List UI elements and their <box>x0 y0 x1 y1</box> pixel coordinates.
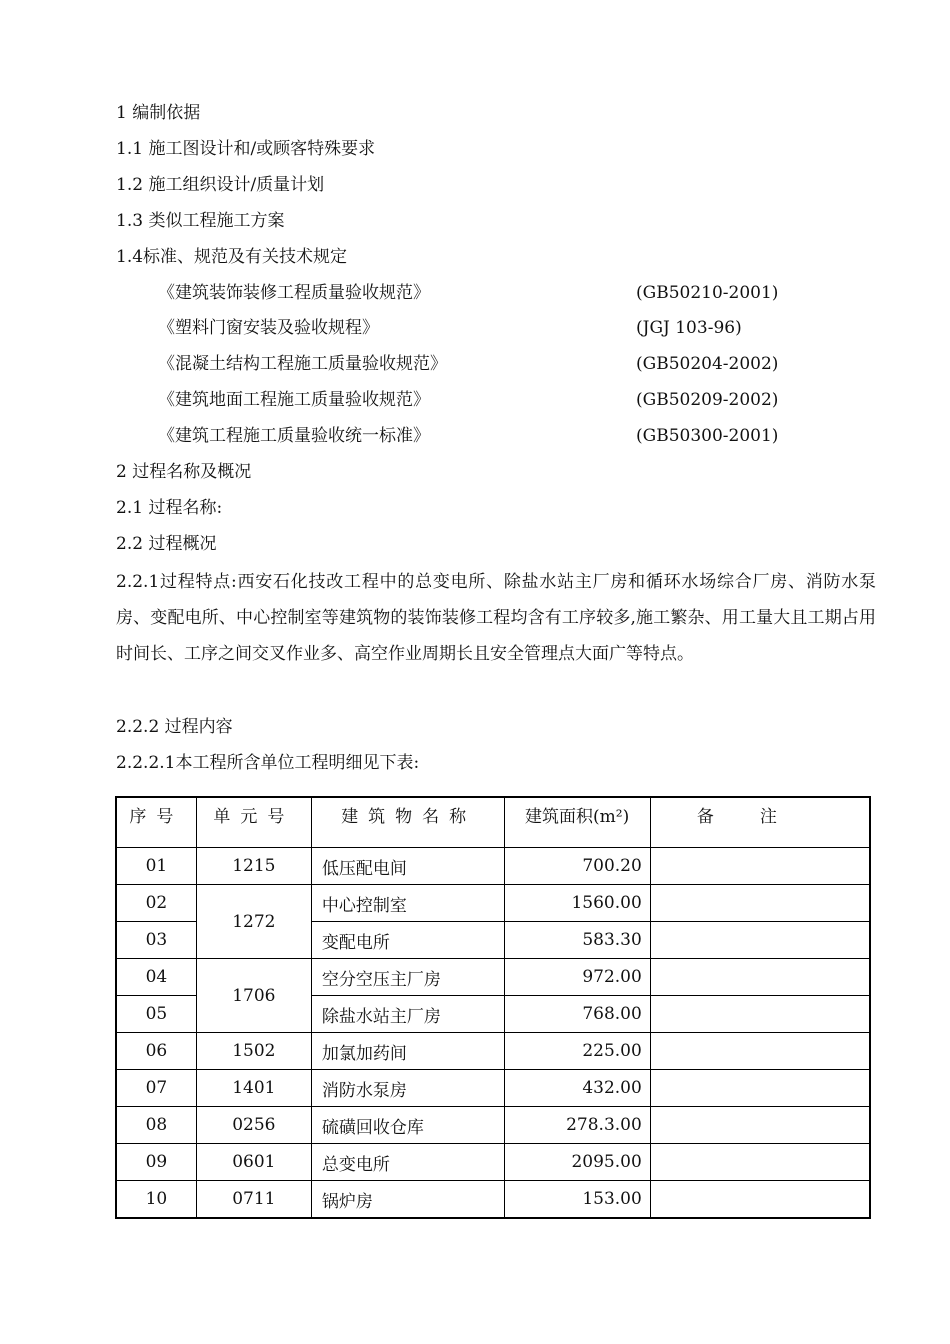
standard-name: 《建筑工程施工质量验收统一标准》 <box>158 426 430 446</box>
cell-area: 700.20 <box>504 848 650 885</box>
cell-no: 09 <box>116 1144 196 1181</box>
heading-1: 1 编制依据 <box>116 103 201 123</box>
cell-name: 加氯加药间 <box>311 1033 504 1070</box>
cell-no: 08 <box>116 1107 196 1144</box>
table-row <box>116 1107 870 1144</box>
heading-2: 2 过程名称及概况 <box>116 462 252 482</box>
cell-area: 2095.00 <box>504 1144 650 1181</box>
header-note: 备注 <box>650 797 870 848</box>
heading-2-2-2: 2.2.2 过程内容 <box>116 717 233 737</box>
cell-area: 153.00 <box>504 1181 650 1219</box>
table-header-row <box>116 797 870 848</box>
cell-area: 432.00 <box>504 1070 650 1107</box>
cell-area: 768.00 <box>504 996 650 1033</box>
cell-unit: 0256 <box>196 1107 311 1144</box>
cell-no: 05 <box>116 996 196 1033</box>
cell-area: 583.30 <box>504 922 650 959</box>
standard-code: (JGJ 103-96) <box>636 318 742 338</box>
standard-item <box>158 317 778 339</box>
standard-item <box>158 353 778 375</box>
cell-name: 变配电所 <box>311 922 504 959</box>
cell-no: 10 <box>116 1181 196 1219</box>
cell-no: 04 <box>116 959 196 996</box>
cell-name: 锅炉房 <box>311 1181 504 1219</box>
cell-unit: 1272 <box>196 885 311 959</box>
cell-name: 中心控制室 <box>311 885 504 922</box>
table-row <box>116 1033 870 1070</box>
table-row <box>116 1181 870 1219</box>
standard-name: 《混凝土结构工程施工质量验收规范》 <box>158 354 447 374</box>
table-row <box>116 1144 870 1181</box>
unit-project-table <box>115 796 871 1219</box>
cell-area: 972.00 <box>504 959 650 996</box>
heading-2-1: 2.1 过程名称: <box>116 498 223 518</box>
cell-note <box>650 885 870 922</box>
cell-note <box>650 959 870 996</box>
table-row <box>116 1070 870 1107</box>
cell-area: 278.3.00 <box>504 1107 650 1144</box>
cell-area: 1560.00 <box>504 885 650 922</box>
paragraph-process-features: 2.2.1过程特点:西安石化技改工程中的总变电所、除盐水站主厂房和循环水场综合厂房、消防水泵房、变配电所、中心控制室等建筑物的装饰装修工程均含有工序较多,施工繁杂、用工量大且工期占用时间长、工序之间交叉作业多、高空作业周期长且安全管理点大面广等特点。 <box>116 572 876 664</box>
standard-name: 《建筑地面工程施工质量验收规范》 <box>158 390 430 410</box>
cell-no: 02 <box>116 885 196 922</box>
cell-name: 除盐水站主厂房 <box>311 996 504 1033</box>
table-row <box>116 885 870 922</box>
cell-area: 225.00 <box>504 1033 650 1070</box>
standard-code: (GB50204-2002) <box>636 354 779 374</box>
cell-no: 06 <box>116 1033 196 1070</box>
heading-1-2: 1.2 施工组织设计/质量计划 <box>116 175 325 195</box>
standard-code: (GB50209-2002) <box>636 390 779 410</box>
header-unit: 单元号 <box>196 797 311 848</box>
standard-code: (GB50300-2001) <box>636 426 779 446</box>
cell-unit: 0601 <box>196 1144 311 1181</box>
cell-name: 消防水泵房 <box>311 1070 504 1107</box>
heading-2-2: 2.2 过程概况 <box>116 534 217 554</box>
header-area: 建筑面积(m²) <box>504 797 650 848</box>
cell-unit: 1706 <box>196 959 311 1033</box>
cell-name: 硫磺回收仓库 <box>311 1107 504 1144</box>
cell-note <box>650 848 870 885</box>
cell-unit: 1502 <box>196 1033 311 1070</box>
cell-name: 空分空压主厂房 <box>311 959 504 996</box>
cell-note <box>650 1070 870 1107</box>
standard-item <box>158 282 778 304</box>
cell-note <box>650 922 870 959</box>
cell-note <box>650 1144 870 1181</box>
cell-unit: 0711 <box>196 1181 311 1219</box>
cell-note <box>650 1181 870 1219</box>
table-row <box>116 848 870 885</box>
table-row <box>116 959 870 996</box>
cell-no: 03 <box>116 922 196 959</box>
cell-unit: 1401 <box>196 1070 311 1107</box>
cell-name: 总变电所 <box>311 1144 504 1181</box>
standard-name: 《塑料门窗安装及验收规程》 <box>158 318 379 338</box>
standard-item <box>158 425 778 447</box>
standard-item <box>158 389 778 411</box>
heading-1-3: 1.3 类似工程施工方案 <box>116 211 285 231</box>
cell-unit: 1215 <box>196 848 311 885</box>
heading-2-2-2-1: 2.2.2.1本工程所含单位工程明细见下表: <box>116 753 420 773</box>
cell-no: 07 <box>116 1070 196 1107</box>
cell-note <box>650 1033 870 1070</box>
cell-no: 01 <box>116 848 196 885</box>
standard-code: (GB50210-2001) <box>636 283 779 303</box>
heading-1-1: 1.1 施工图设计和/或顾客特殊要求 <box>116 139 376 159</box>
cell-name: 低压配电间 <box>311 848 504 885</box>
header-no: 序号 <box>116 797 196 848</box>
header-name: 建筑物名称 <box>311 797 504 848</box>
heading-1-4: 1.4标准、规范及有关技术规定 <box>116 247 348 267</box>
standard-name: 《建筑装饰装修工程质量验收规范》 <box>158 283 430 303</box>
cell-note <box>650 996 870 1033</box>
cell-note <box>650 1107 870 1144</box>
